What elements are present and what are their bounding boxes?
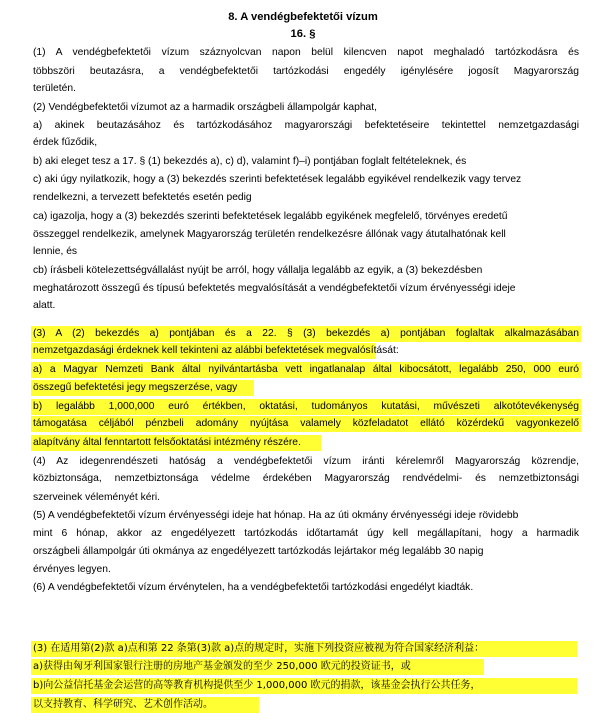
highlighted-line: a) a Magyar Nemzeti Bank által nyilvántartásba vett ingatlanalap által kibocsátott, legalább 250, 000 euró <box>33 364 579 375</box>
text-line: ca) igazolja, hogy a (3) bekezdés szerinti befektetések legalább egyikének megfelelő, törvényes eredetű <box>33 211 508 222</box>
text-line: szerveinek véleményét kéri. <box>33 492 161 503</box>
highlighted-line: támogatása céljából pénzbeli adomány nyújtása valamely közfeladatot ellátó közérdekű vagyonkezelő <box>33 418 579 429</box>
text-line: mint 6 hónap, akkor az engedélyezett tartózkodás időtartamát úgy kell megállapítani, hogy a harmadik <box>33 528 579 539</box>
text-line: összeggel rendelkezik, amelynek Magyarország területén rendelkezésre állónak vagy átutalhatónak kell <box>33 229 506 240</box>
text-line: érdek fűződik, <box>33 137 98 148</box>
text-line: (4) Az idegenrendészeti hatóság a vendégbefektetői vízum iránti kérelemről Magyarország közrendje, <box>33 456 579 467</box>
highlighted-line: nemzetgazdasági érdeknek kell tekinteni az alábbi befektetések megvalósítását: <box>33 345 399 356</box>
translation-line: a)获得由匈牙利国家银行注册的房地产基金颁发的至少 250,000 欧元的投资证书，或 <box>33 661 411 672</box>
text-line: rendelkezni, a tervezett befektetés esetén pedig <box>33 192 252 203</box>
text-line: b) aki eleget tesz a 17. § (1) bekezdés a), c) d), valamint f)–i) pontjában foglalt feltételeknek, és <box>33 156 467 167</box>
text-line: területén. <box>33 83 76 94</box>
text-line: lennie, és <box>33 246 78 257</box>
text-line: közbiztonsága, nemzetbiztonsága védelme érdekében Magyarország rendvédelmi- és nemzetbiztonsági <box>33 473 579 484</box>
highlighted-line: összegű befektetési jegy megszerzése, vagy <box>33 382 238 393</box>
paragraph-number: 16. § <box>290 28 316 40</box>
section-title: 8. A vendégbefektetői vízum <box>228 11 378 23</box>
text-line: a) akinek beutazásához és tartózkodásához magyarországi befektetéseire tekintettel nemzetgazdasági <box>33 120 579 131</box>
text-line: többszöri beutazásra, a vendégbefektetői tartózkodási engedély igénylésére jogosít Magyarország <box>33 66 579 77</box>
text-line: cb) írásbeli kötelezettségvállalást nyújt be arról, hogy vállalja legalább az egyik, a (3) bekezdésben <box>33 265 483 276</box>
text-line: (6) A vendégbefektetői vízum érvénytelen, ha a vendégbefektetői tartózkodási engedélyt kiadták. <box>33 582 474 593</box>
text-line: alatt. <box>33 300 56 311</box>
text-line: országbeli állampolgár úti okmánya az engedélyezett tartózkodás lejártakor még legalább 30 napig <box>33 546 484 557</box>
text-line: érvényes legyen. <box>33 564 111 575</box>
text-line: (5) A vendégbefektetői vízum érvényességi ideje hat hónap. Ha az úti okmány érvényességi ideje rövidebb <box>33 510 519 521</box>
highlighted-line: (3) A (2) bekezdés a) pontjában és a 22. § (3) bekezdés a) pontjában foglaltak alkalmazásában <box>33 328 579 339</box>
text-line: meghatározott összegű és típusú befektetés megvalósítását a vendégbefektetői vízum érvényességi ideje <box>33 283 516 294</box>
highlighted-line: b) legalább 1,000,000 euró értékben, oktatási, tudományos kutatási, művészeti alkotótevékenység <box>33 401 579 412</box>
text-line: c) aki úgy nyilatkozik, hogy a (3) bekezdés szerinti befektetések legalább egyikével rendelkezik vagy tervez <box>33 174 522 185</box>
translation-line: 以支持教育、科学研究、艺术创作活动。 <box>33 699 213 710</box>
translation-line: b)向公益信托基金会运营的高等教育机构提供至少 1,000,000 欧元的捐款，该基金会执行公共任务， <box>33 680 481 691</box>
highlighted-line: alapítvány által fenntartott felsőoktatási intézmény részére. <box>33 437 301 448</box>
text-line: (1) A vendégbefektetői vízum száznyolcvan napon belül kilencven napot meghaladó tartózkodásra és <box>33 47 579 58</box>
translation-line: (3) 在适用第(2)款 a)点和第 22 条第(3)款 a)点的规定时，实施下列投资应被视为符合国家经济利益： <box>33 643 485 654</box>
text-line: (2) Vendégbefektetői vízumot az a harmadik országbeli állampolgár kaphat, <box>33 102 377 113</box>
